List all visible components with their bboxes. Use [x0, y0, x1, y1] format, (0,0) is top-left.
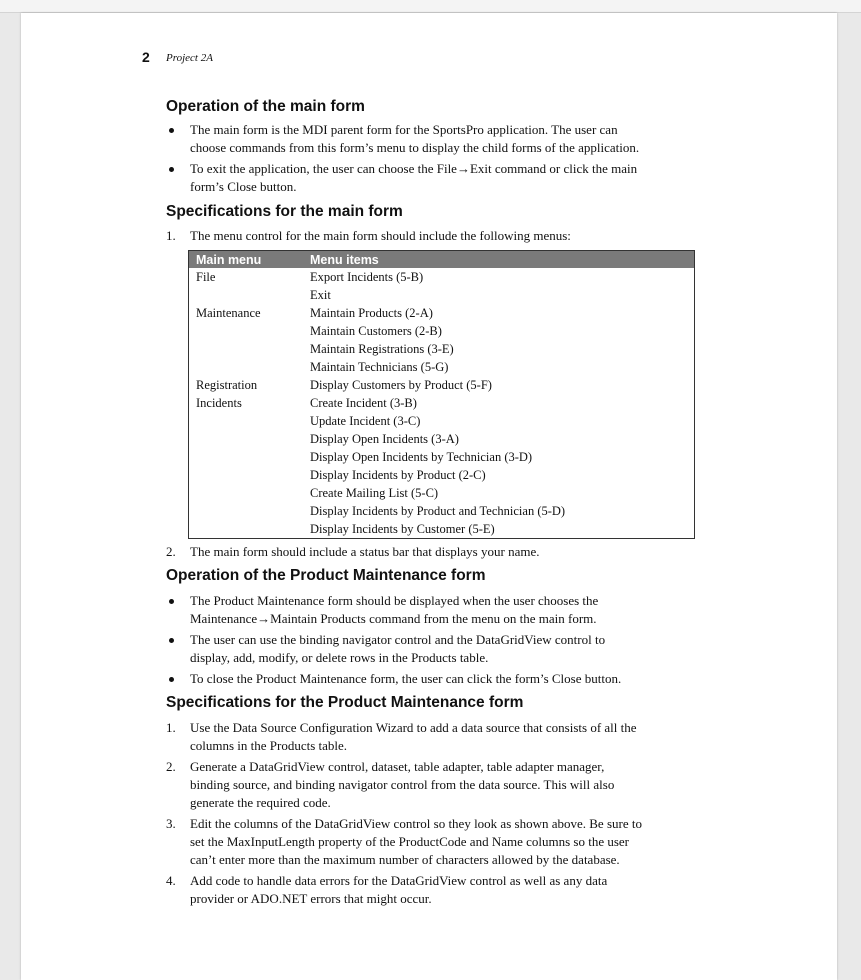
table-row [189, 286, 695, 304]
menu-item-cell: Maintain Technicians (5-G) [310, 360, 449, 374]
table-row [189, 376, 695, 394]
table-row [189, 430, 695, 448]
menu-item-cell: Create Incident (3-B) [310, 396, 417, 410]
menu-item-cell: Maintain Products (2-A) [310, 306, 433, 320]
main-menu-cell [189, 430, 304, 448]
column-header-menu-items: Menu items [303, 251, 695, 269]
list-item: 2. Generate a DataGridView control, dataset, table adapter, table adapter manager, binding source, and binding navigator control from the data source. This will also generate the required code. [166, 759, 615, 810]
table-row [189, 322, 695, 340]
table-row [189, 268, 695, 286]
menu-item-cell: Display Incidents by Product (2-C) [310, 468, 486, 482]
main-menu-cell [189, 466, 304, 484]
menu-item-cell: Display Customers by Product (5-F) [310, 378, 492, 392]
spec-product-form-list [166, 719, 696, 908]
page-number: 2 [142, 49, 150, 65]
list-item: To exit the application, the user can choose the File→Exit command or click the main form’s Close button. [166, 160, 696, 196]
menu-item-cell: Display Incidents by Customer (5-E) [310, 522, 495, 536]
main-menu-cell [189, 448, 304, 466]
list-item: 3. Edit the columns of the DataGridView control so they look as shown above. Be sure to set the MaxInputLength property of the ProductCode and Name columns so the user can’t enter more than the maximum number of characters allowed by the database. [166, 816, 642, 867]
operation-product-form-list [166, 592, 696, 688]
menu-item-cell: Maintain Registrations (3-E) [310, 342, 454, 356]
table-row [189, 466, 695, 484]
table-row [189, 448, 695, 466]
main-menu-cell [189, 484, 304, 502]
main-menu-cell: Registration [196, 378, 258, 392]
list-item: The Product Maintenance form should be displayed when the user chooses the Maintenance→Maintain Products command from the menu on the main form. [166, 592, 696, 628]
main-menu-cell [189, 340, 304, 358]
menu-item-cell: Exit [310, 288, 331, 302]
main-menu-cell [189, 520, 304, 539]
table-header-row [189, 251, 695, 269]
table-row [189, 340, 695, 358]
running-head: Project 2A [166, 52, 213, 64]
menu-item-cell: Display Open Incidents by Technician (3-D) [310, 450, 533, 464]
table-row [189, 484, 695, 502]
main-menu-cell: File [196, 270, 216, 284]
column-header-main-menu: Main menu [189, 251, 304, 269]
table-row [189, 304, 695, 322]
menu-item-cell: Maintain Customers (2-B) [310, 324, 442, 338]
table-row [189, 394, 695, 412]
main-menu-cell [189, 358, 304, 376]
table-row [189, 520, 695, 539]
main-menu-cell [189, 412, 304, 430]
menu-item-cell: Create Mailing List (5-C) [310, 486, 439, 500]
main-menu-cell: Incidents [196, 396, 242, 410]
menu-table-body [189, 268, 695, 539]
menu-item-cell: Display Incidents by Product and Technician (5-D) [310, 504, 566, 518]
main-menu-cell [189, 502, 304, 520]
table-row [189, 502, 695, 520]
viewer-top-strip [0, 0, 861, 13]
menu-item-cell: Update Incident (3-C) [310, 414, 421, 428]
main-menu-cell [189, 322, 304, 340]
table-row [189, 412, 695, 430]
list-item: The user can use the binding navigator control and the DataGridView control to display, add, modify, or delete rows in the Products table. [166, 631, 696, 667]
menu-item-cell: Export Incidents (5-B) [310, 270, 424, 284]
menu-table [188, 250, 695, 539]
heading-operation-product-form: Operation of the Product Maintenance form [166, 567, 486, 584]
list-item: 1. Use the Data Source Configuration Wizard to add a data source that consists of all the columns in the Products table. [166, 720, 637, 753]
heading-spec-main-form: Specifications for the main form [166, 203, 403, 220]
list-item: The main form is the MDI parent form for the SportsPro application. The user can choose commands from this form’s menu to display the child forms of the application. [166, 121, 696, 157]
main-menu-cell: Maintenance [196, 306, 261, 320]
heading-spec-product-form: Specifications for the Product Maintenance form [166, 694, 524, 711]
operation-main-form-list [166, 121, 696, 196]
list-item: To close the Product Maintenance form, the user can click the form’s Close button. [166, 670, 696, 688]
page-content [166, 97, 696, 908]
spec-main-form-list [166, 227, 696, 245]
heading-operation-main-form: Operation of the main form [166, 98, 365, 115]
list-item: 1. The menu control for the main form should include the following menus: [166, 228, 571, 243]
main-menu-cell [189, 286, 304, 304]
menu-item-cell: Display Open Incidents (3-A) [310, 432, 459, 446]
list-item: 2. The main form should include a status bar that displays your name. [166, 544, 540, 559]
table-row [189, 358, 695, 376]
spec-main-form-list-cont [166, 543, 696, 561]
document-page [21, 13, 837, 980]
list-item: 4. Add code to handle data errors for the DataGridView control as well as any data provider or ADO.NET errors that might occur. [166, 873, 608, 906]
